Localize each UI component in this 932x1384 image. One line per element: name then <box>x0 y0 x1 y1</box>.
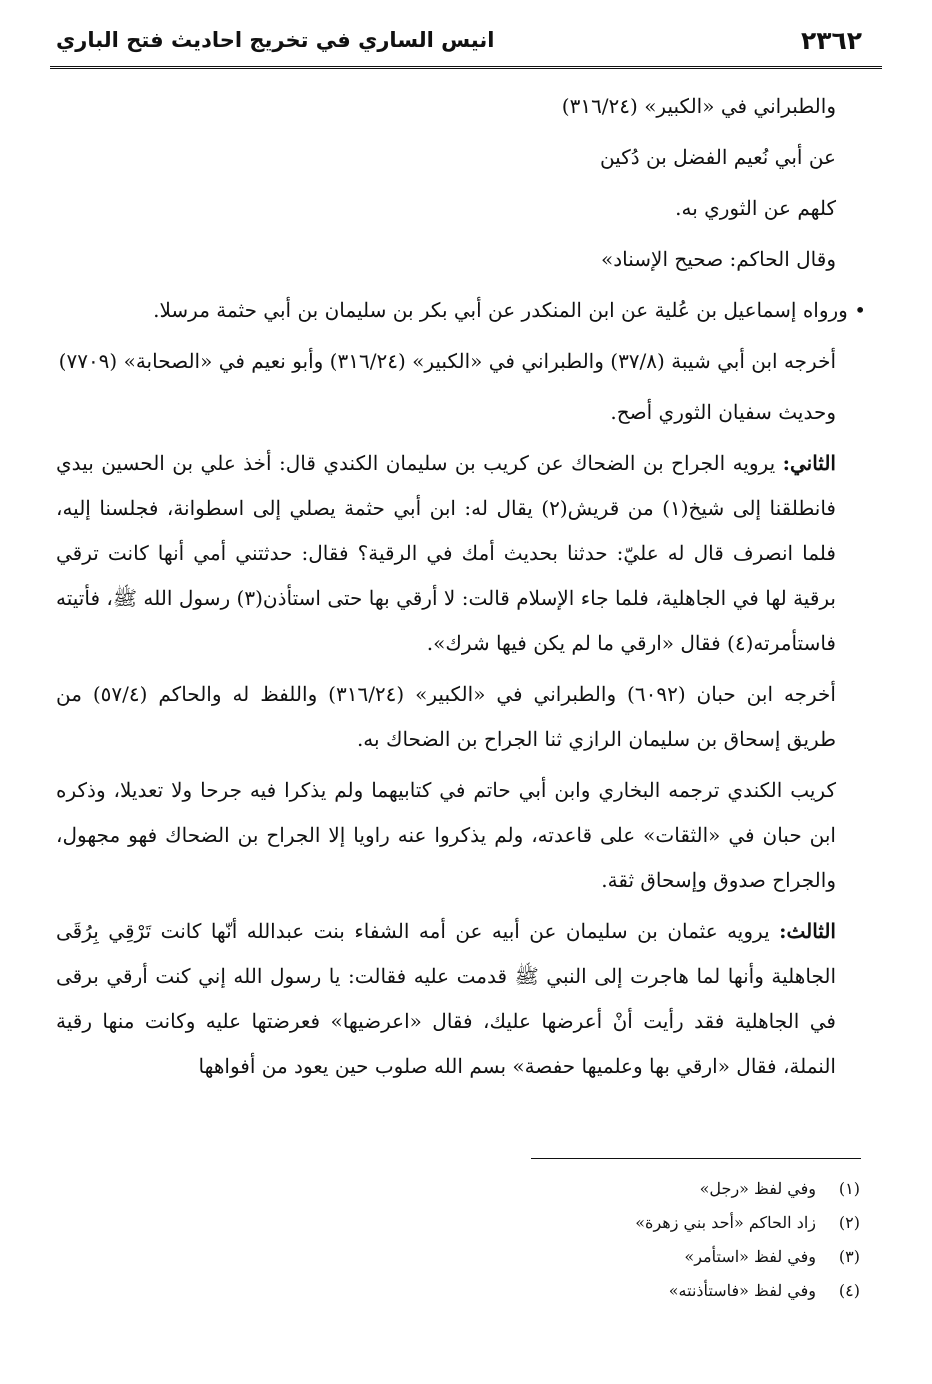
page-number: ٢٣٦٢ <box>800 26 862 55</box>
page-header <box>50 26 882 69</box>
paragraph-text: يرويه الجراح بن الضحاك عن كريب بن سليمان الكندي قال: أخذ علي بن الحسين بيدي فانطلقنا إلى شيخ(١) من قريش(٢) يقال له: ابن أبي حثمة يصلي إلى اسطوانة، فجلسنا إليه، فلما انصرف قال له عليّ: حدثنا بحديث أمك في الرقية؟ فقال: حدثتني أمي أنها كانت ترقي برقية لها في الجاهلية، فلما جاء الإسلام قالت: لا أرقي بها حتى استأذن(٣) رسول الله ﷺ، فأتيته فاستأمرته(٤) فقال «ارقي ما لم يكن فيها شرك». <box>56 451 836 655</box>
paragraph <box>56 237 866 282</box>
footnote-text: وفي لفظ «رجل» <box>699 1179 816 1198</box>
paragraph <box>56 768 866 903</box>
footnote-number: (٣) <box>838 1247 860 1266</box>
paragraph-text: كلهم عن الثوري به. <box>675 196 836 220</box>
paragraph <box>56 339 866 384</box>
paragraph-text: وحديث سفيان الثوري أصح. <box>610 400 836 424</box>
footnote <box>500 1206 860 1240</box>
main-text <box>56 84 866 1095</box>
footnote-separator <box>531 1158 861 1159</box>
footnote <box>500 1172 860 1206</box>
paragraph-text: أخرجه ابن حبان (٦٠٩٢) والطبراني في «الكبير» (٣١٦/٢٤) واللفظ له والحاكم (٥٧/٤) من طريق إسحاق بن سليمان الرازي ثنا الجراح بن الضحاك به. <box>56 682 836 751</box>
paragraph-text: • ورواه إسماعيل بن عُلية عن ابن المنكدر عن أبي بكر بن سليمان بن أبي حثمة مرسلا. <box>153 298 866 322</box>
paragraph-text: وقال الحاكم: صحيح الإسناد» <box>601 247 836 271</box>
footnote-number: (١) <box>838 1179 860 1198</box>
running-title: انيس الساري في تخريج احاديث فتح الباري <box>56 28 495 52</box>
footnote <box>500 1240 860 1274</box>
section-lead: الثالث: <box>779 919 836 943</box>
section-lead: الثاني: <box>782 451 836 475</box>
paragraph-text: عن أبي نُعيم الفضل بن دُكين <box>599 145 836 169</box>
paragraph-text: والطبراني في «الكبير» (٣١٦/٢٤) <box>561 94 836 118</box>
paragraph-text: يرويه عثمان بن سليمان عن أبيه عن أمه الشفاء بنت عبدالله أنّها كانت تَرْقِي بِرُقَى الجاهلية وأنها لما هاجرت إلى النبي ﷺ قدمت عليه فقالت: يا رسول الله إني كنت أرقي برقى في الجاهلية فقد رأيت أنْ أعرضها عليك، فقال «اعرضيها» فعرضتها عليه وكانت منها رقية النملة، فقال «ارقي بها وعلميها حفصة» بسم الله صلوب حين يعود من أفواهها <box>56 919 836 1078</box>
footnote-number: (٢) <box>838 1213 860 1232</box>
paragraph <box>56 390 866 435</box>
footnote-text: وفي لفظ «فاستأذنته» <box>668 1281 816 1300</box>
paragraph-text: أخرجه ابن أبي شيبة (٣٧/٨) والطبراني في «الكبير» (٣١٦/٢٤) وأبو نعيم في «الصحابة» (٧٧٠٩) <box>58 349 836 373</box>
footnote-text: وفي لفظ «استأمر» <box>684 1247 816 1266</box>
paragraph <box>56 84 866 129</box>
paragraph <box>56 186 866 231</box>
paragraph <box>56 288 866 333</box>
footnote-number: (٤) <box>838 1281 860 1300</box>
paragraph <box>56 441 866 666</box>
footnote <box>500 1274 860 1308</box>
paragraph-text: كريب الكندي ترجمه البخاري وابن أبي حاتم في كتابيهما ولم يذكرا فيه جرحا ولا تعديلا، وذكره ابن حبان في «الثقات» على قاعدته، ولم يذكروا عنه راويا إلا الجراح بن الضحاك فهو مجهول، والجراح صدوق وإسحاق ثقة. <box>56 778 836 892</box>
footnotes <box>500 1172 860 1308</box>
paragraph <box>56 672 866 762</box>
footnote-text: زاد الحاكم «أحد بني زهرة» <box>635 1213 816 1232</box>
paragraph <box>56 135 866 180</box>
paragraph <box>56 909 866 1089</box>
